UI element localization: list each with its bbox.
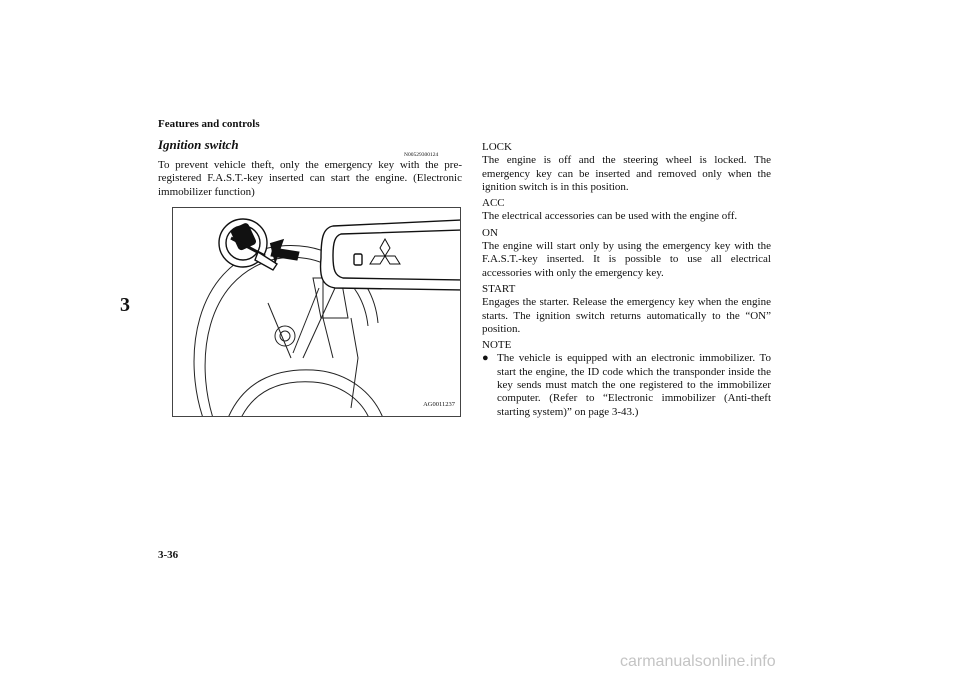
intro-paragraph: To prevent vehicle theft, only the emergency key with the pre-registered F.A.S.T.-key inserted can start the engine. (Electronic immobilizer function) — [158, 159, 462, 198]
section-title: Ignition switch — [158, 137, 239, 152]
position-description: The electrical accessories can be used with the engine off. — [482, 210, 738, 223]
ignition-positions — [482, 141, 771, 419]
position-acc — [482, 197, 771, 224]
section-code: N00529300124 — [404, 152, 439, 158]
note-text: The vehicle is equipped with an electronic immobilizer. To start the engine, the ID code which the transponder inside the key sends must match the one registered to the immobilizer computer. (Refer to “Electronic immobilizer (Anti-theft starting system)” on page 3-43.) — [497, 352, 771, 418]
position-title: LOCK — [482, 141, 512, 153]
position-description: Engages the starter. Release the emergency key when the engine starts. The ignition switch returns automatically to the “ON” position. — [482, 296, 771, 335]
bullet-icon: ● — [482, 352, 489, 365]
position-lock — [482, 141, 771, 194]
note-item — [482, 352, 771, 418]
chapter-tab: 3 — [120, 294, 130, 316]
note-heading: NOTE — [482, 339, 512, 352]
ignition-figure — [172, 207, 461, 417]
page-number: 3-36 — [158, 549, 179, 561]
position-title: ON — [482, 226, 498, 239]
position-title: ACC — [482, 197, 505, 210]
figure-code: AG0011237 — [423, 401, 455, 408]
position-start — [482, 283, 771, 336]
watermark: carmanualsonline.info — [620, 653, 776, 670]
position-description: The engine will start only by using the emergency key with the F.A.S.T.-key inserted. It is possible to use all electrical accessories with only the emergency key. — [482, 240, 771, 279]
ignition-illustration — [173, 208, 461, 417]
note-block — [482, 339, 771, 419]
position-on — [482, 227, 771, 280]
position-description: The engine is off and the steering wheel is locked. The emergency key can be inserted and removed only when the ignition switch is in this position. — [482, 154, 771, 193]
ignition-key-icon — [219, 219, 277, 270]
fast-key-icon — [321, 220, 461, 290]
running-header: Features and controls — [158, 118, 260, 130]
position-title: START — [482, 282, 516, 295]
